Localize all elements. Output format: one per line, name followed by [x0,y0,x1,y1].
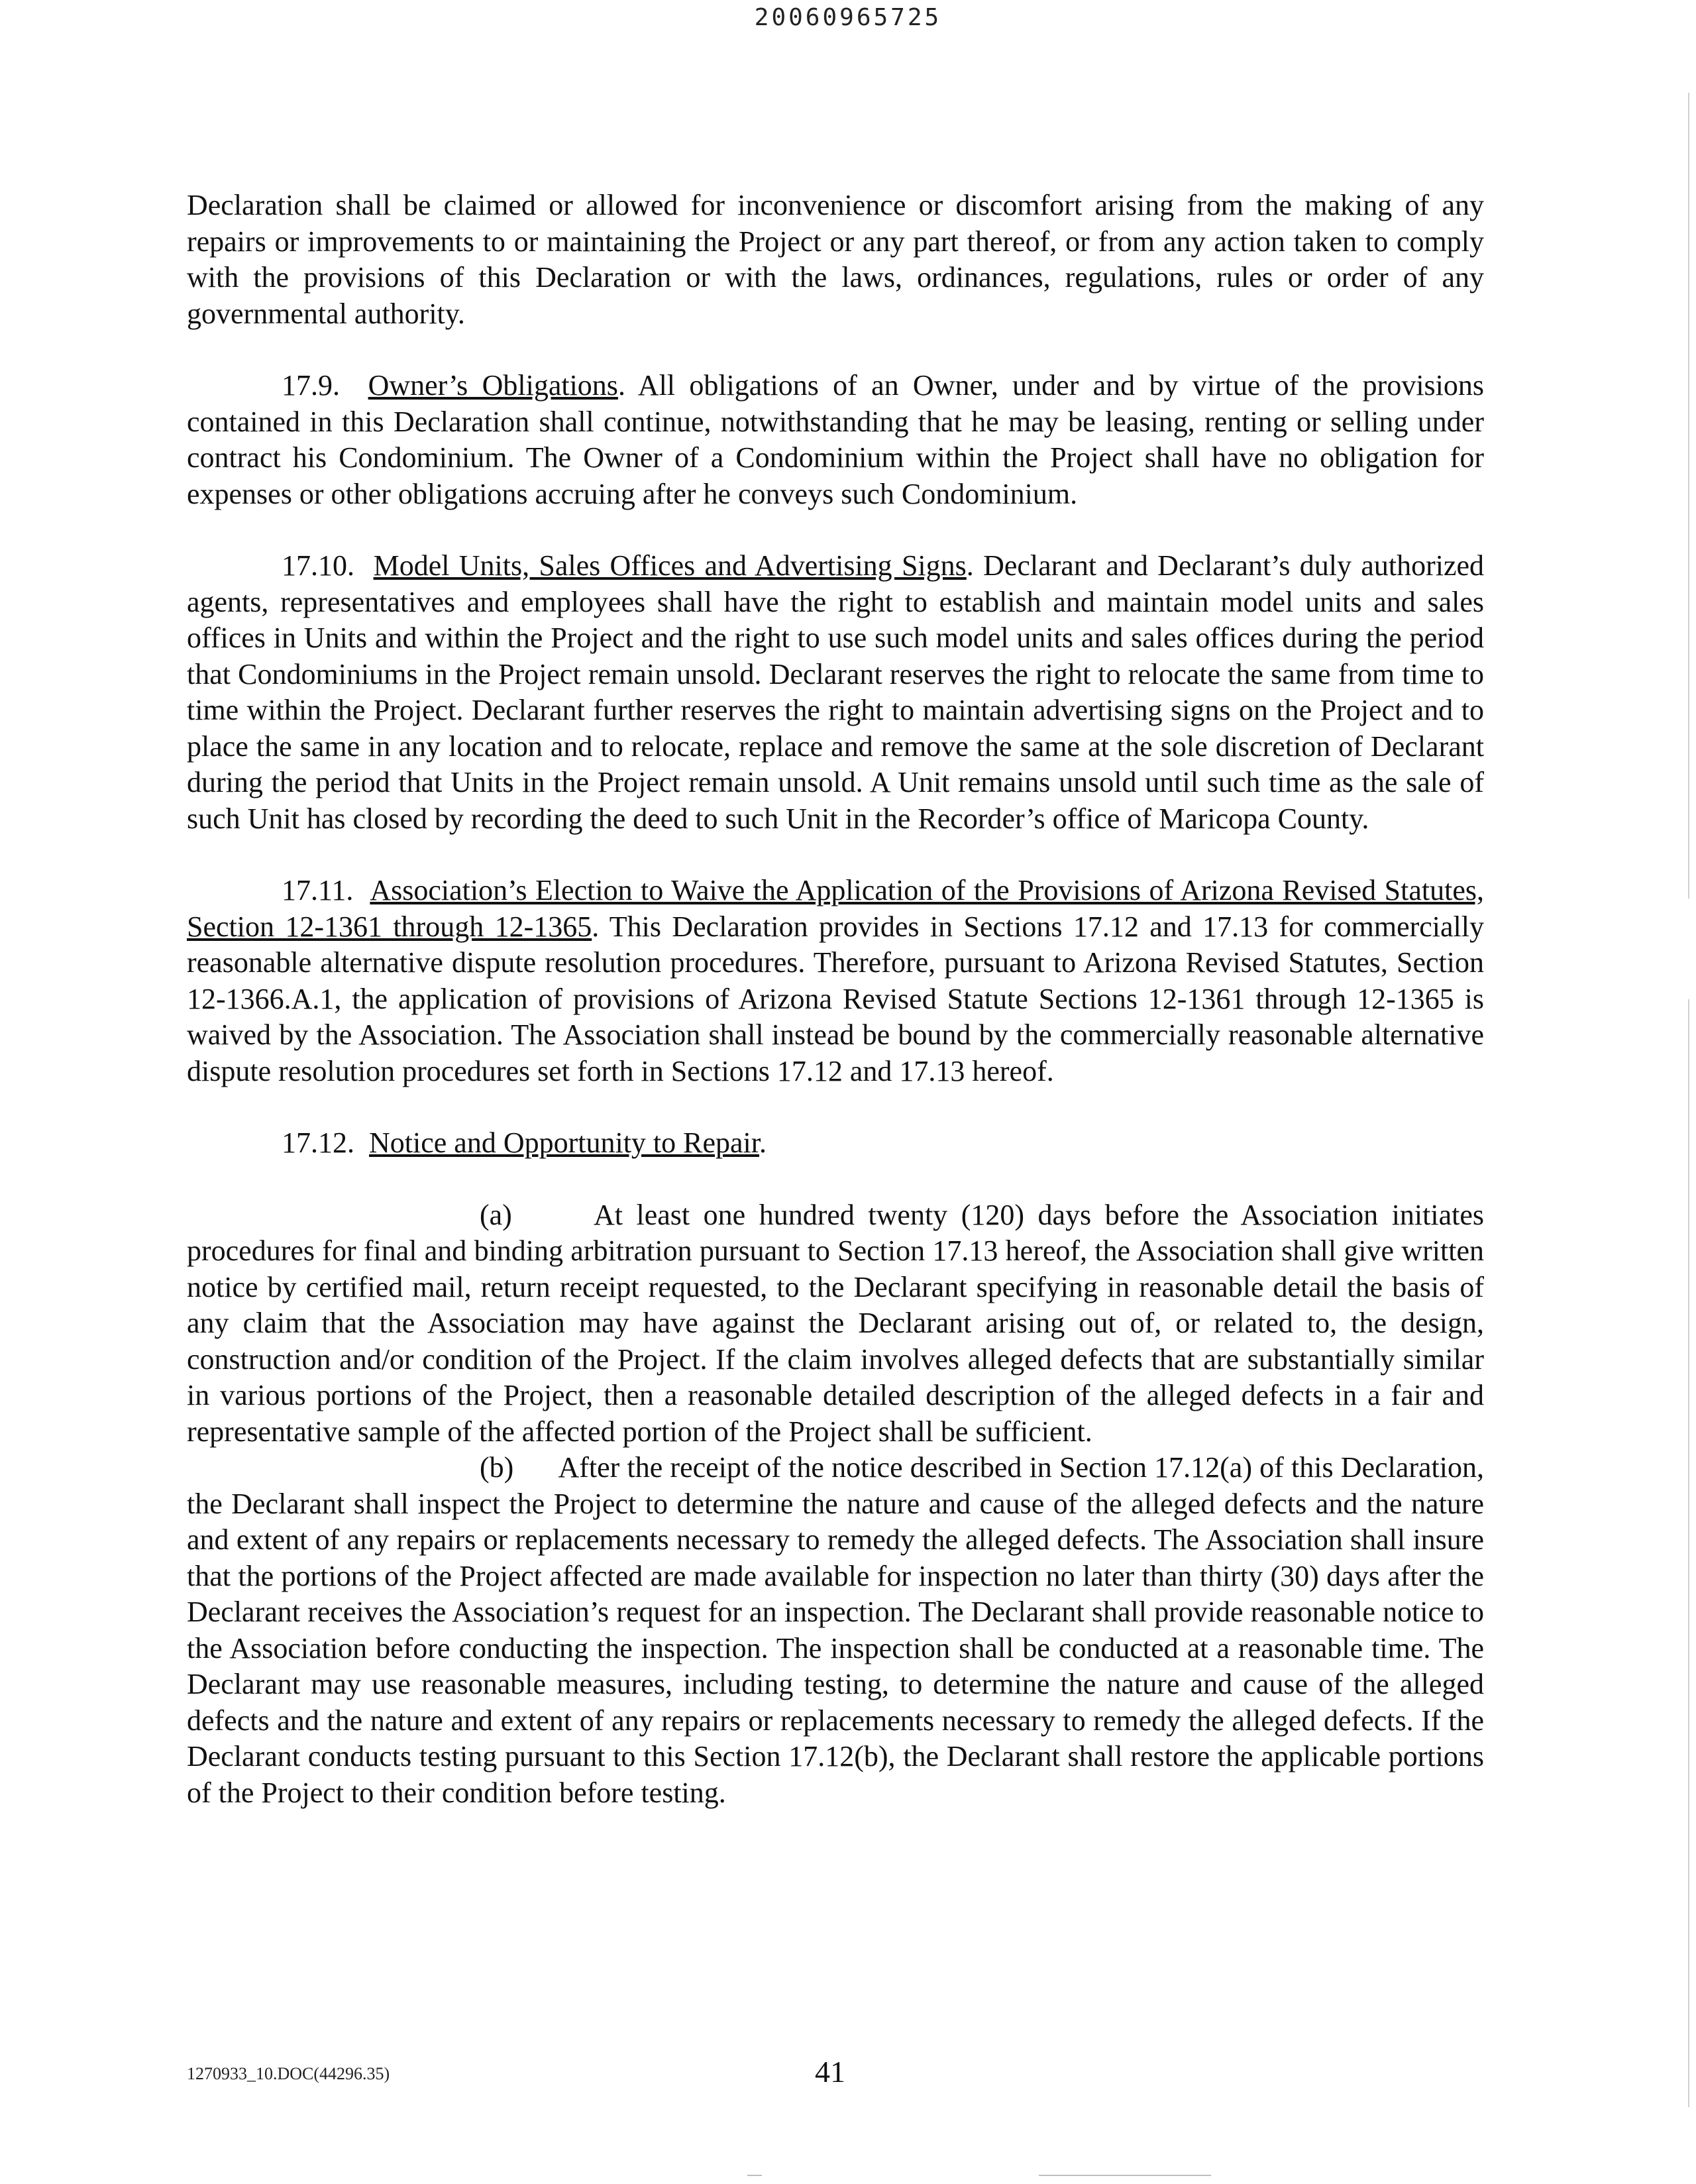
section-text: . [759,1126,767,1159]
section-17-10 [187,548,1484,837]
paragraph-gap [187,1089,1484,1125]
section-heading: Owner’s Obligations [368,369,618,402]
section-number: 17.10. [282,549,354,582]
paragraph-gap [187,1162,1484,1197]
section-number: 17.11. [282,874,354,906]
footer-document-id: 1270933_10.DOC(44296.35) [187,2064,390,2083]
section-text: . Declarant and Declarant’s duly authorized agents, representatives and employees shall have the right to establish and maintain model units and sales offices in Units and within the Project and the right to use such model units and sales offices during the period that Condominiums in the Project remain unsold. Declarant reserves the right to relocate the same from time to time within the Project. Declarant further reserves the right to maintain advertising signs on the Project and to place the same in any location and to relocate, replace and remove the same at the sole discretion of Declarant during the period that Units in the Project remain unsold. A Unit remains unsold until such time as the sale of such Unit has closed by recording the deed to such Unit in the Recorder’s office of Maricopa County. [187,549,1485,835]
section-17-11 [187,873,1484,1089]
recording-number: 20060965725 [754,4,942,31]
section-number: 17.9. [282,369,340,402]
paragraph-gap [187,512,1484,548]
subsection-17-12-b [187,1450,1484,1811]
subsection-17-12-a [187,1197,1484,1450]
section-text: . All obligations of an Owner, under and by virtue of the provisions contained in this Declaration shall continue, notwithstanding that he may be leasing, renting or selling under contract his Condominium. The Owner of a Condominium within the Project shall have no obligation for expenses or other obligations accruing after he conveys such Condominium. [187,369,1485,510]
paragraph-continuation: Declaration shall be claimed or allowed for inconvenience or discomfort arising from the making of any repairs or improvements to or maintaining the Project or any part thereof, or from any action taken to comply with the provisions of this Declaration or with the laws, ordinances, regulations, rules or order of any governmental authority. [187,189,1484,330]
paragraph-gap [187,837,1484,873]
subsection-label: (b) [480,1451,514,1484]
section-number: 17.12. [282,1126,354,1159]
page-number: 41 [815,2055,845,2089]
scan-mark [1039,2175,1211,2176]
subsection-text: At least one hundred twenty (120) days before the Association initiates procedures for final and binding arbitration pursuant to Section 17.13 hereof, the Association shall give written notice by certified mail, return receipt requested, to the Declarant specifying in reasonable detail the basis of any claim that the Association may have against the Declarant arising out of, or related to, the design, construction and/or condition of the Project. If the claim involves alleged defects that are substantially similar in various portions of the Project, then a reasonable detailed description of the alleged defects in a fair and representative sample of the affected portion of the Project shall be sufficient. [187,1198,1484,1448]
scan-edge-line [1688,93,1689,2107]
subsection-label: (a) [480,1198,512,1231]
paragraph-gap [187,332,1484,368]
document-body [187,188,1484,1811]
section-17-12 [187,1125,1484,1162]
section-text: . This Declaration provides in Sections 17.12 and 17.13 for commercially reasonable alternative dispute resolution procedures. Therefore, pursuant to Arizona Revised Statutes, Section 12-1366.A.1, the application of provisions of Arizona Revised Statute Sections 12-1361 through 12-1365 is waived by the Association. The Association shall instead be bound by the commercially reasonable alternative dispute resolution procedures set forth in Sections 17.12 and 17.13 hereof. [187,910,1484,1087]
section-17-9 [187,368,1484,512]
section-heading: Association’s Election to Waive the Application of the Provisions of Arizona Revised Statutes, Section 12-1361 through 12-1365 [187,874,1484,943]
scan-mark [747,2175,762,2176]
subsection-text: After the receipt of the notice described in Section 17.12(a) of this Declaration, the Declarant shall inspect the Project to determine the nature and cause of the alleged defects and the nature and extent of any repairs or replacements necessary to remedy the alleged defects. The Association shall insure that the portions of the Project affected are made available for inspection no later than thirty (30) days after the Declarant receives the Association’s request for an inspection. The Declarant shall provide reasonable notice to the Association before conducting the inspection. The inspection shall be conducted at a reasonable time. The Declarant may use reasonable measures, including testing, to determine the nature and cause of the alleged defects and the nature and extent of any repairs or replacements necessary to remedy the alleged defects. If the Declarant conducts testing pursuant to this Section 17.12(b), the Declarant shall restore the applicable portions of the Project to their condition before testing. [187,1451,1484,1809]
section-heading: Model Units, Sales Offices and Advertising Signs [373,549,967,582]
section-heading: Notice and Opportunity to Repair [369,1126,759,1159]
